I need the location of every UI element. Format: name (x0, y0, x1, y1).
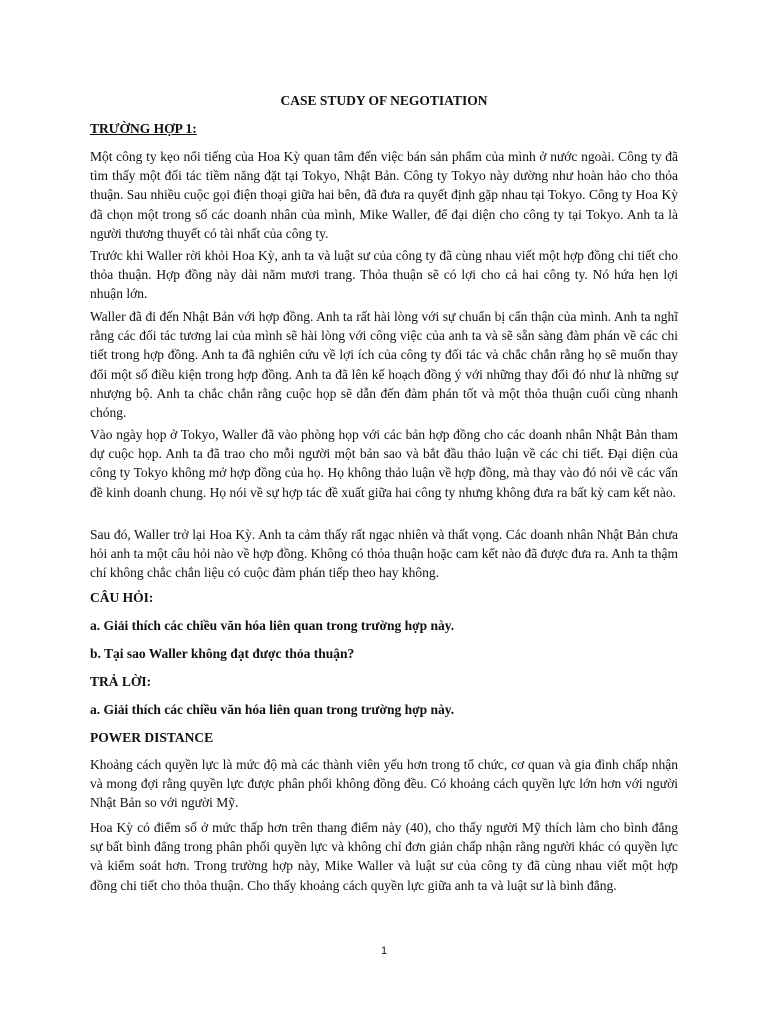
paragraph-power-distance-us: Hoa Kỳ có điểm số ở mức thấp hơn trên thang điểm này (40), cho thấy người Mỹ thích làm cho bình đẳng sự bất bình đẳng trong phân phối quyền lực và không chỉ đơn giản chấp nhận rằng người khác có quyền lực và kiểm soát hơn. Trong trường hợp này, Mike Waller và luật sư của công ty đã cùng nhau viết một hợp đồng chi tiết cho thỏa thuận. Cho thấy khoảng cách quyền lực giữa anh ta và luật sư là bình đẳng. (90, 820, 678, 893)
answers-heading: TRẢ LỜI: (90, 674, 152, 689)
page-number: 1 (380, 945, 388, 957)
paragraph-contract: Trước khi Waller rời khỏi Hoa Kỳ, anh ta và luật sư của công ty đã cùng nhau viết một hợp đồng chi tiết cho thỏa thuận. Hợp đồng này dài năm mươi trang. Thỏa thuận sẽ có lợi cho cả hai công ty. Nó hứa hẹn lợi nhuận lớn. (90, 248, 678, 302)
case-heading: TRƯỜNG HỢP 1: (90, 121, 197, 136)
section-heading: POWER DISTANCE (90, 730, 214, 745)
answer-a-heading: a. Giải thích các chiều văn hóa liên quan trong trường hợp này. (90, 702, 455, 717)
paragraph-travel: Waller đã đi đến Nhật Bản với hợp đồng. Anh ta rất hài lòng với sự chuẩn bị cẩn thận của mình. Anh ta nghĩ rằng các đối tác tương lai của mình sẽ hài lòng với công việc của anh ta và sẽ sẵn sàng đàm phán về các chi tiết trong hợp đồng. Anh ta đã nghiên cứu về lợi ích của công ty đối tác và chắc chắn rằng họ sẽ muốn thay đổi một số điều kiện trong hợp đồng. Anh ta đã lên kế hoạch đồng ý với những thay đổi đó như là những sự nhượng bộ. Anh ta chắc chắn rằng cuộc họp sẽ dẫn đến đàm phán tốt và một thỏa thuận cuối cùng nhanh chóng. (90, 309, 678, 421)
document-title: CASE STUDY OF NEGOTIATION (280, 93, 488, 108)
question-b: b. Tại sao Waller không đạt được thỏa thuận? (90, 646, 355, 661)
questions-heading: CÂU HỎI: (90, 590, 154, 605)
paragraph-return: Sau đó, Waller trở lại Hoa Kỳ. Anh ta cảm thấy rất ngạc nhiên và thất vọng. Các doanh nhân Nhật Bản chưa hỏi anh ta một câu hỏi nào về hợp đồng. Không có thỏa thuận hoặc cam kết nào đã được đưa ra. Anh ta thậm chí không chắc chắn liệu có cuộc đàm phán tiếp theo hay không. (90, 527, 678, 581)
document-page (90, 0, 678, 1024)
paragraph-intro: Một công ty kẹo nổi tiếng của Hoa Kỳ quan tâm đến việc bán sản phẩm của mình ở nước ngoài. Công ty đã tìm thấy một đối tác tiềm năng đặt tại Tokyo, Nhật Bản. Công ty Tokyo này dường như hoàn hảo cho thỏa thuận. Sau nhiều cuộc gọi điện thoại giữa hai bên, đã đưa ra quyết định gặp nhau tại Tokyo. Công ty Hoa Kỳ đã chọn một trong số các doanh nhân của mình, Mike Waller, để đại diện cho công ty tại Tokyo. Anh ta là người thương thuyết có tài nhất của công ty. (90, 149, 678, 241)
paragraph-power-distance-definition: Khoảng cách quyền lực là mức độ mà các thành viên yếu hơn trong tổ chức, cơ quan và gia đình chấp nhận và mong đợi rằng quyền lực được phân phối không đồng đều. Có khoảng cách quyền lực lớn hơn với người Nhật Bản so với người Mỹ. (90, 757, 678, 811)
paragraph-meeting: Vào ngày họp ở Tokyo, Waller đã vào phòng họp với các bản hợp đồng cho các doanh nhân Nhật Bản tham dự cuộc họp. Anh ta đã trao cho mỗi người một bản sao và bắt đầu thảo luận về các chi tiết. Đại diện của công ty Tokyo không mở hợp đồng của họ. Họ không thảo luận về hợp đồng, mà thay vào đó nói về các vấn đề kinh doanh chung. Họ nói về sự hợp tác đề xuất giữa hai công ty nhưng không đưa ra bất kỳ cam kết nào. (90, 427, 678, 500)
question-a: a. Giải thích các chiều văn hóa liên quan trong trường hợp này. (90, 618, 455, 633)
